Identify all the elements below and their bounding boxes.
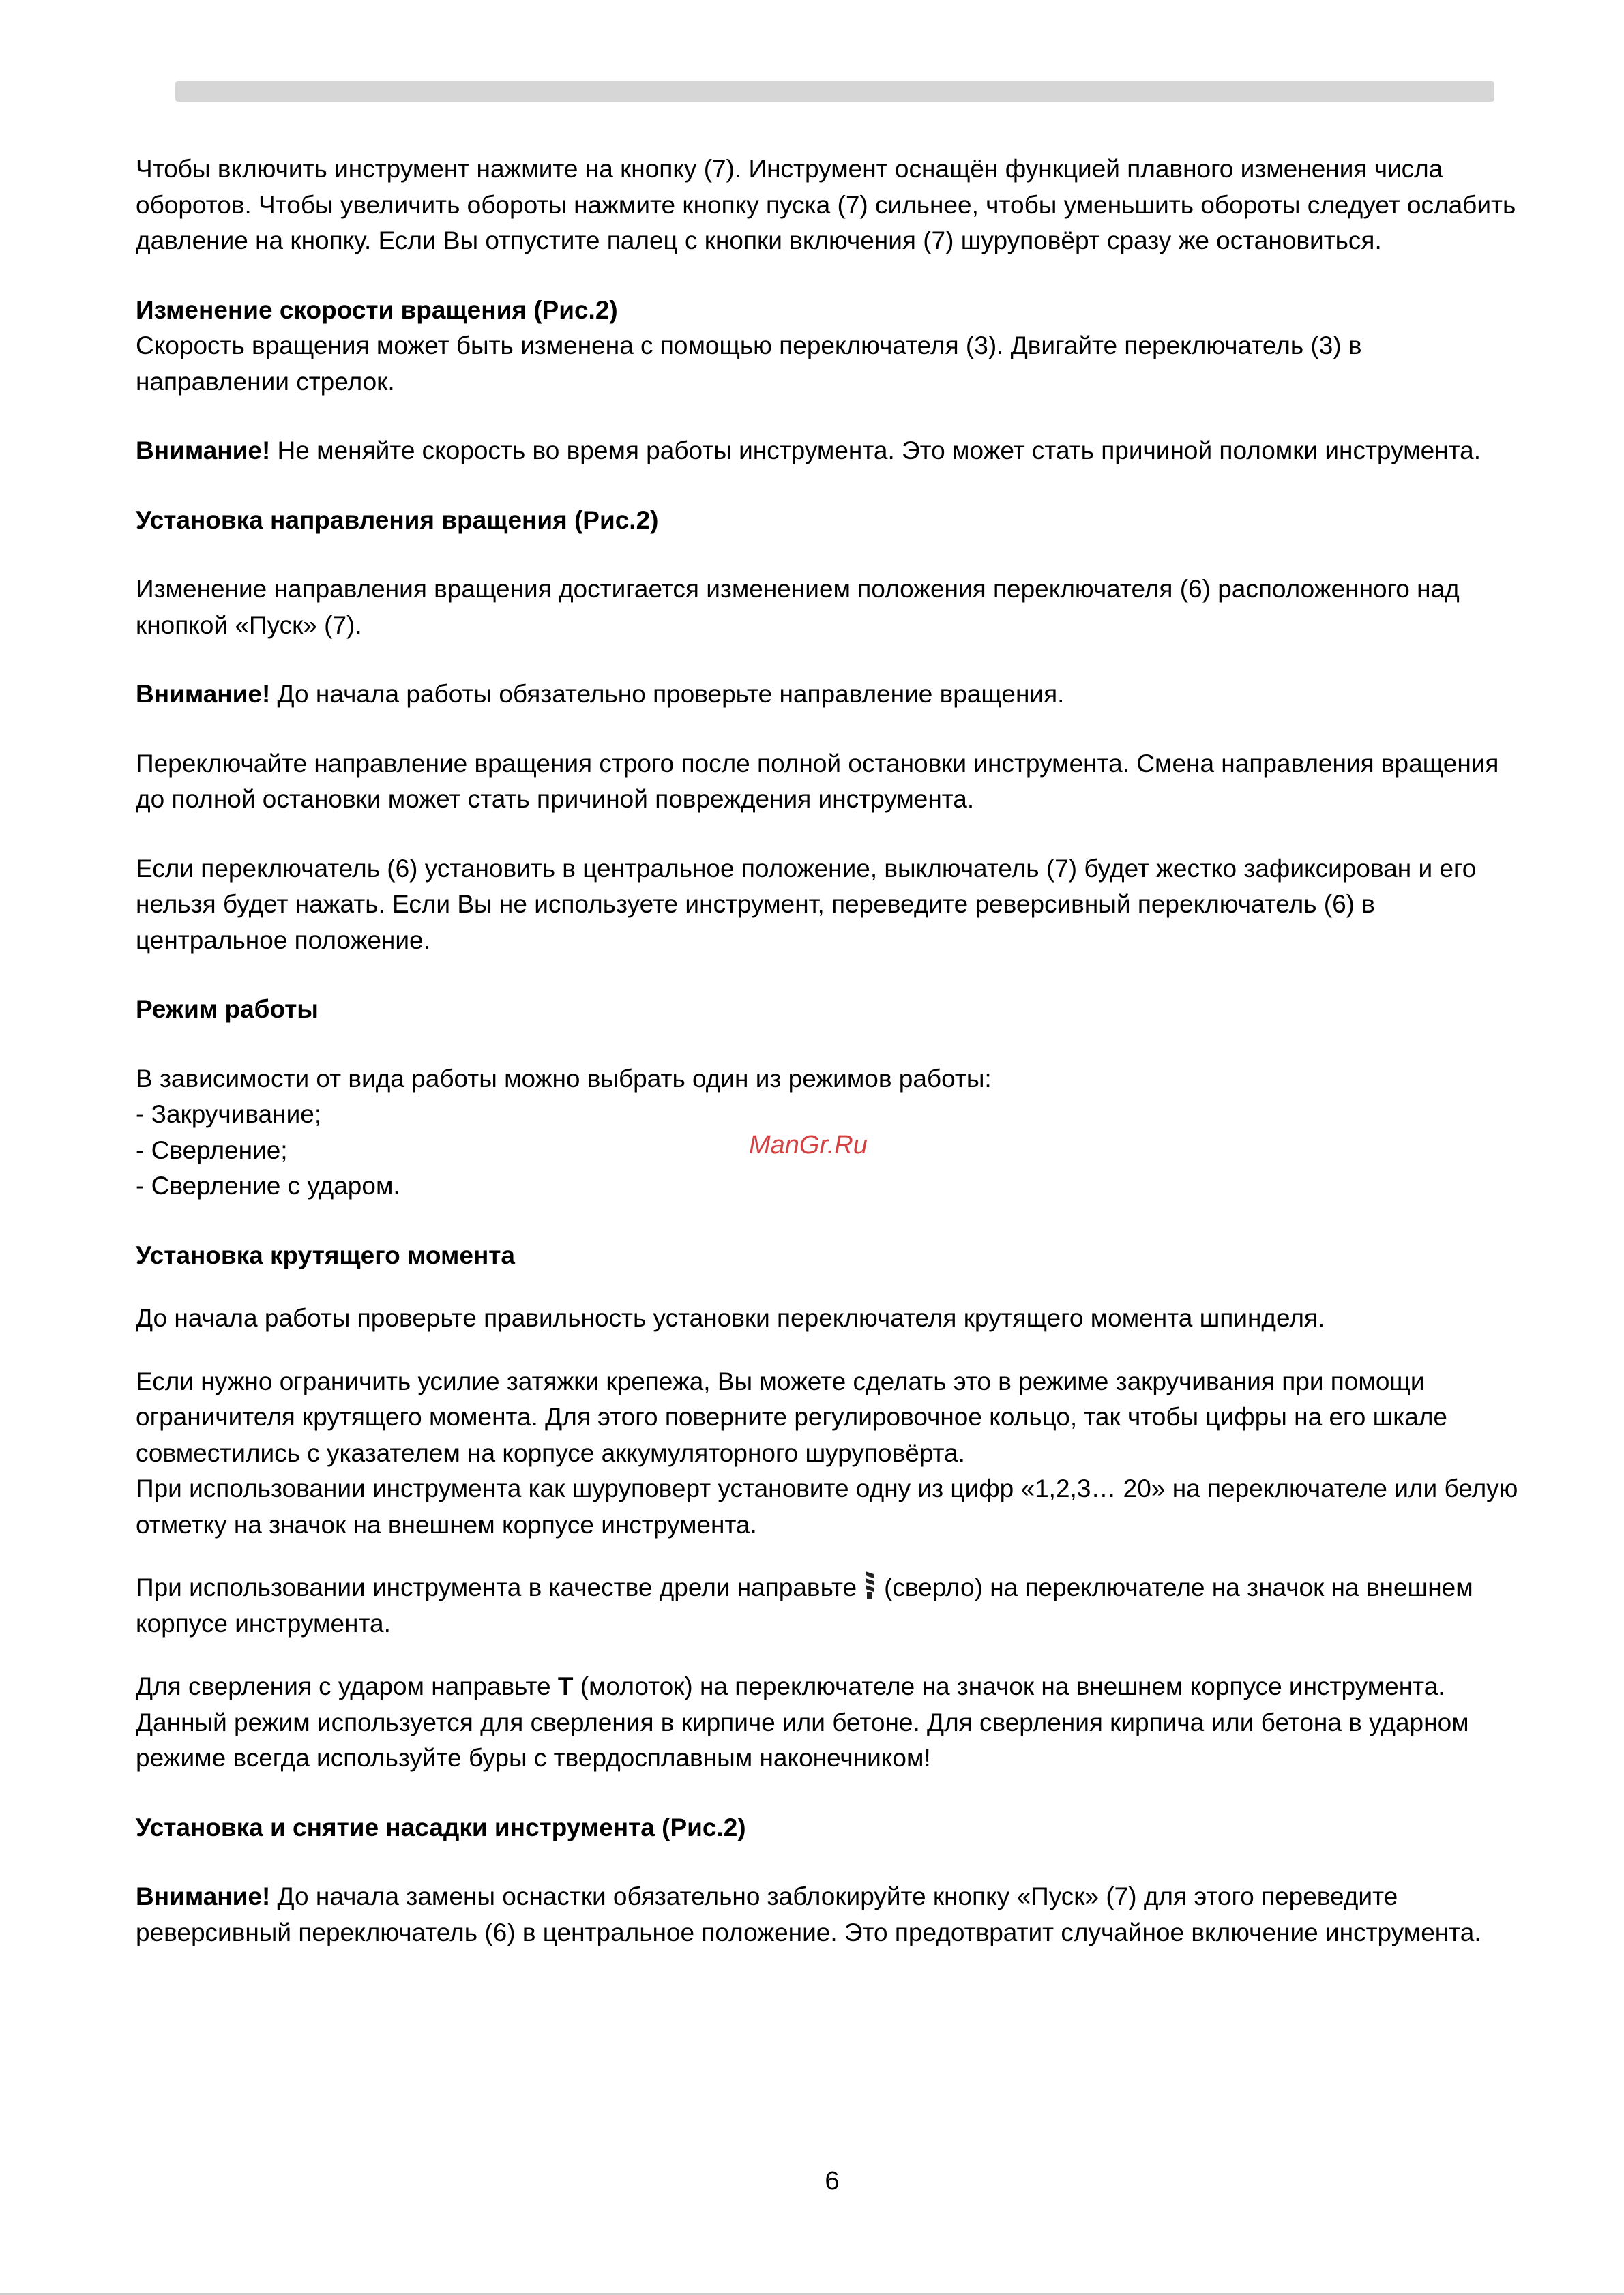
list-item: - Закручивание;: [136, 1100, 322, 1128]
paragraph-mode: В зависимости от вида работы можно выбрать один из режимов работы:: [136, 1064, 992, 1093]
paragraph-start-instructions: Чтобы включить инструмент нажмите на кнопку (7). Инструмент оснащён функцией плавного изменения числа оборотов. Чтобы увеличить обороты нажмите кнопку пуска (7) сильнее, чтобы уменьшить обороты следует ослабить давление на кнопку. Если Вы отпустите палец с кнопки включения (7) шуруповёрт сразу же остановиться.: [136, 155, 1516, 254]
hammer-symbol: T: [557, 1672, 574, 1700]
watermark: ManGr.Ru: [749, 1131, 868, 1159]
paragraph-torque-check: До начала работы проверьте правильность установки переключателя крутящего момента шпинделя.: [136, 1304, 1325, 1332]
heading-torque: Установка крутящего момента: [136, 1241, 515, 1269]
attention-label: Внимание!: [136, 436, 271, 464]
bit-warning-text: До начала замены оснастки обязательно заблокируйте кнопку «Пуск» (7) для этого переведите реверсивный переключатель (6) в центральное положение. Это предотвратит случайное включение инструмента.: [136, 1882, 1481, 1946]
paragraph-center-position: Если переключатель (6) установить в центральное положение, выключатель (7) будет жестко зафиксирован и его нельзя будет нажать. Если Вы не используете инструмент, переведите реверсивный переключатель (6) в центральное положение.: [136, 854, 1477, 954]
heading-direction: Установка направления вращения (Рис.2): [136, 505, 659, 534]
paragraph-speed-change: Скорость вращения может быть изменена с помощью переключателя (3). Двигайте переключатель (3) в направлении стрелок.: [136, 331, 1362, 396]
drill-mode-text-b: (сверло) на переключателе на значок на внешнем корпусе инструмента.: [136, 1573, 1473, 1638]
heading-mode: Режим работы: [136, 995, 319, 1023]
attention-label: Внимание!: [136, 680, 271, 708]
heading-speed-change: Изменение скорости вращения (Рис.2): [136, 295, 618, 324]
list-item: - Сверление с ударом.: [136, 1172, 400, 1200]
drill-mode-text-a: При использовании инструмента в качестве дрели направьте: [136, 1573, 857, 1601]
list-item: - Сверление;: [136, 1136, 288, 1164]
paragraph-torque-screwdriver: При использовании инструмента как шуруповерт установите одну из цифр «1,2,3… 20» на переключателе или белую отметку на значок на внешнем корпусе инструмента.: [136, 1475, 1518, 1539]
speed-warning-text: Не меняйте скорость во время работы инструмента. Это может стать причиной поломки инструмента.: [270, 436, 1481, 464]
heading-bit-change: Установка и снятие насадки инструмента (Рис.2): [136, 1813, 746, 1841]
paragraph-direction: Изменение направления вращения достигается изменением положения переключателя (6) расположенного над кнопкой «Пуск» (7).: [136, 575, 1460, 639]
paragraph-bit-warning: [136, 1879, 1520, 1951]
page-number: 6: [825, 2167, 840, 2195]
header-bar: [175, 81, 1494, 102]
paragraph-direction-warning: [136, 677, 1520, 713]
paragraph-hammer-mode: [136, 1669, 1520, 1777]
paragraph-torque-limit: Если нужно ограничить усилие затяжки крепежа, Вы можете сделать это в режиме закручивания при помощи ограничителя крутящего момента. Для этого поверните регулировочное кольцо, так чтобы цифры на его шкале совместились с указателем на корпусе аккумуляторного шуруповёрта.: [136, 1367, 1448, 1467]
hammer-mode-text-a: Для сверления с ударом направьте: [136, 1672, 558, 1700]
page-content: [136, 151, 1520, 1951]
direction-warning-text: До начала работы обязательно проверьте направление вращения.: [270, 680, 1065, 708]
hammer-mode-text-b: (молоток) на переключателе на значок на внешнем корпусе инструмента. Данный режим используется для сверления в кирпиче или бетоне. Для сверления кирпича или бетона в ударном режиме всегда используйте буры с твердосплавным наконечником!: [136, 1672, 1469, 1772]
drill-bit-icon: [861, 1570, 879, 1601]
paragraph-switch-after-stop: Переключайте направление вращения строго после полной остановки инструмента. Смена направления вращения до полной остановки может стать причиной повреждения инструмента.: [136, 749, 1499, 813]
paragraph-speed-warning: [136, 433, 1520, 469]
attention-label: Внимание!: [136, 1882, 271, 1910]
paragraph-drill-mode: [136, 1570, 1520, 1642]
